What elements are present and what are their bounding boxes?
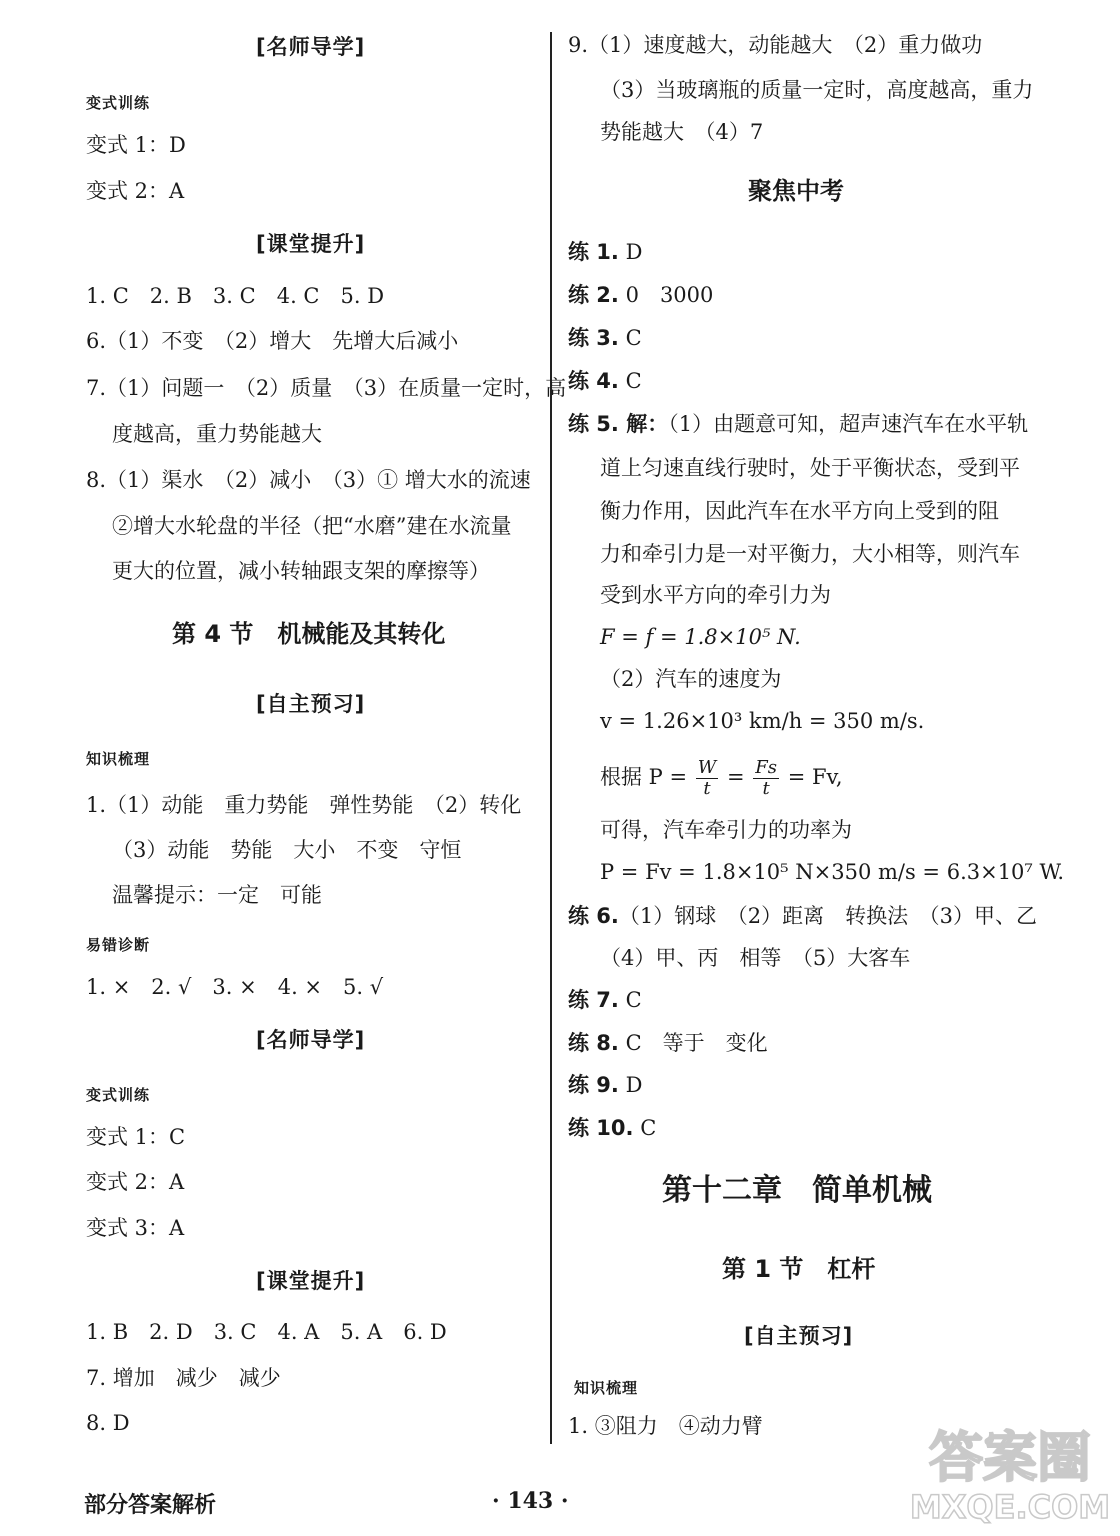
answer-line: ②增大水轮盘的半径（把“水磨”建在水流量 — [112, 514, 512, 538]
answer-line: 道上匀速直线行驶时，处于平衡状态，受到平 — [600, 456, 1020, 480]
answer-line: 1. ③阻力 ④动力臂 — [568, 1414, 763, 1438]
practice-label: 练 5. 解： — [568, 412, 669, 436]
answer-line: 力和牵引力是一对平衡力，大小相等，则汽车 — [600, 542, 1020, 566]
subheading-yicuo-zhenduan: 易错诊断 — [86, 936, 151, 954]
formula-line: v = 1.26×10³ km/h = 350 m/s. — [600, 709, 925, 733]
heading-mingshi-daoxue: [名师导学] — [256, 1028, 366, 1052]
practice-line — [568, 367, 642, 395]
practice-answer: 0 3000 — [618, 283, 714, 307]
answer-line: 变式 2：A — [86, 179, 185, 203]
formula-line: P = Fv = 1.8×10⁵ N×350 m/s = 6.3×10⁷ W. — [600, 860, 1065, 884]
answer-line: 8.（1）渠水 （2）减小 （3）① 增大水的流速 — [86, 468, 531, 492]
answer-line: 变式 1：D — [86, 133, 186, 157]
answer-line: 1. C 2. B 3. C 4. C 5. D — [86, 284, 385, 308]
formula-text: = Fv, — [787, 765, 843, 789]
heading-zizhu-yuxi: [自主预习] — [256, 692, 366, 716]
heading-ketang-tisheng: [课堂提升] — [256, 232, 366, 256]
fraction-numerator: W — [697, 757, 717, 778]
page-number: · 143 · — [492, 1488, 569, 1514]
answer-line: 势能越大 （4）7 — [600, 120, 764, 144]
answer-line: 变式 3：A — [86, 1216, 185, 1240]
answer-line: 更大的位置，减小转轴跟支架的摩擦等） — [112, 559, 490, 583]
fraction-numerator: Fs — [755, 757, 777, 778]
answer-line: 1.（1）动能 重力势能 弹性势能 （2）转化 — [86, 793, 522, 817]
answer-line: 变式 1：C — [86, 1125, 186, 1149]
practice-line — [568, 1114, 656, 1142]
practice-answer: C — [618, 369, 642, 393]
answer-line: 可得，汽车牵引力的功率为 — [600, 818, 852, 842]
answer-line: （3）当玻璃瓶的质量一定时，高度越高，重力 — [600, 78, 1034, 102]
practice-label: 练 10. — [568, 1116, 634, 1140]
subheading-zhishi-shuli: 知识梳理 — [86, 750, 151, 768]
practice-answer: （1）钢球 （2）距离 转换法 （3）甲、乙 — [618, 904, 1037, 928]
subheading-bianshi-xunlian: 变式训练 — [86, 1086, 151, 1104]
watermark-logo — [910, 1418, 1110, 1530]
section-title: 第 1 节 杠杆 — [722, 1255, 876, 1283]
chapter-title: 第十二章 简单机械 — [662, 1173, 932, 1208]
fraction-denominator: t — [703, 778, 711, 799]
practice-label: 练 9. — [568, 1073, 619, 1097]
practice-answer: C — [633, 1116, 657, 1140]
practice-line — [568, 1029, 768, 1057]
fraction-denominator: t — [762, 778, 770, 799]
answer-line: 8. D — [86, 1411, 130, 1435]
answer-line: 衡力作用，因此汽车在水平方向上受到的阻 — [600, 499, 999, 523]
practice-line — [568, 986, 642, 1014]
column-divider — [550, 32, 552, 1444]
practice-answer: D — [618, 1073, 643, 1097]
answer-line: 9.（1）速度越大，动能越大 （2）重力做功 — [568, 33, 983, 57]
practice-label: 练 4. — [568, 369, 619, 393]
practice-answer: C 等于 变化 — [618, 1031, 768, 1055]
formula-text: 根据 P = — [600, 765, 688, 789]
fraction-w-over-t — [696, 758, 719, 799]
answer-line: 1. B 2. D 3. C 4. A 5. A 6. D — [86, 1320, 447, 1344]
answer-line: 度越高，重力势能越大 — [112, 422, 322, 446]
answer-line: 6.（1）不变 （2）增大 先增大后减小 — [86, 329, 459, 353]
practice-answer: （1）由题意可知，超声速汽车在水平轨 — [668, 412, 1029, 436]
practice-line — [568, 902, 1037, 930]
heading-zizhu-yuxi: [自主预习] — [744, 1324, 854, 1348]
answer-line: 受到水平方向的牵引力为 — [600, 583, 831, 607]
practice-answer: D — [618, 240, 643, 264]
fraction-fs-over-t — [753, 758, 779, 799]
practice-answer: C — [618, 988, 642, 1012]
practice-label: 练 1. — [568, 240, 619, 264]
answer-line: 变式 2：A — [86, 1170, 185, 1194]
subheading-bianshi-xunlian: 变式训练 — [86, 94, 151, 112]
practice-label: 练 3. — [568, 326, 619, 350]
formula-line: F = f = 1.8×10⁵ N. — [600, 625, 801, 649]
heading-ketang-tisheng: [课堂提升] — [256, 1269, 366, 1293]
watermark-text: 答案圈 — [929, 1426, 1091, 1489]
practice-answer: C — [618, 326, 642, 350]
formula-text: = — [726, 765, 745, 789]
answer-line: 7. 增加 减少 减少 — [86, 1366, 281, 1390]
practice-line — [568, 324, 642, 352]
practice-label: 练 2. — [568, 283, 619, 307]
answer-line: （2）汽车的速度为 — [600, 667, 782, 691]
heading-mingshi-daoxue: [名师导学] — [256, 35, 366, 59]
practice-label: 练 6. — [568, 904, 619, 928]
answer-line: （4）甲、丙 相等 （5）大客车 — [600, 946, 911, 970]
footer-title: 部分答案解析 — [84, 1493, 217, 1518]
answer-line: 温馨提示：一定 可能 — [112, 883, 322, 907]
answer-line: 1. × 2. √ 3. × 4. × 5. √ — [86, 975, 384, 999]
practice-label: 练 7. — [568, 988, 619, 1012]
answer-line: （3）动能 势能 大小 不变 守恒 — [112, 838, 462, 862]
practice-line — [568, 1071, 642, 1099]
answer-line: 7.（1）问题一 （2）质量 （3）在质量一定时，高 — [86, 376, 567, 400]
practice-line — [568, 281, 713, 309]
practice-line — [568, 238, 642, 266]
section-title: 第 4 节 机械能及其转化 — [172, 620, 446, 648]
subheading-zhishi-shuli: 知识梳理 — [574, 1379, 639, 1397]
watermark-url: MXQE.COM — [910, 1488, 1110, 1526]
section-title-jujiao-zhongkao: 聚焦中考 — [748, 177, 844, 205]
practice-label: 练 8. — [568, 1031, 619, 1055]
practice-line — [568, 410, 1028, 438]
formula-line — [600, 757, 843, 799]
